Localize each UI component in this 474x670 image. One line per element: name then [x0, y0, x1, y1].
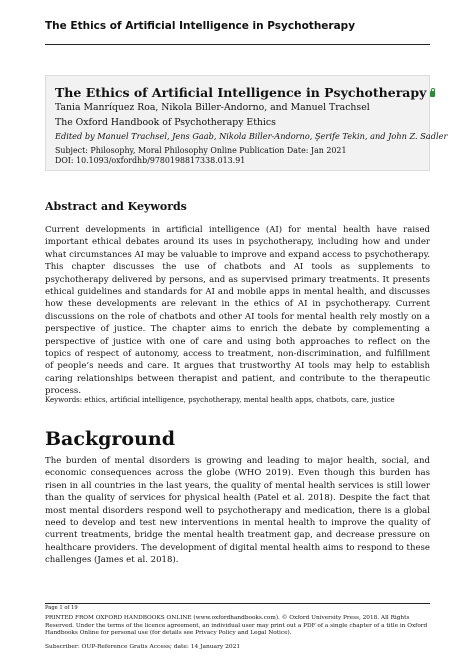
- copyright-notice: PRINTED FROM OXFORD HANDBOOKS ONLINE (www.oxfordhandbooks.com). © Oxford University Press, 2018. All Rights Reserved. Under the terms of the licence agreement, an individual user may print out a PDF of a single chapter of a title in Oxford Handbooks Online for personal use (for details see Privacy Policy and Legal Notice).: [45, 615, 428, 637]
- background-heading: Background: [45, 428, 175, 450]
- running-header: The Ethics of Artificial Intelligence in Psychotherapy: [45, 20, 356, 32]
- abstract-text: Current developments in artificial intelligence (AI) for mental health have raised important ethical debates around its uses in psychotherapy, including how and under what circumstances AI may be valuable to improve and expand access to psychotherapy. This chapter discusses the use of chatbots and AI tools as supplements to psychotherapy delivered by persons, and as supervised primary treatments. It presents ethical guidelines and standards for AI and mobile apps in mental health, and discusses how these developments are relevant in the ethics of AI in psychotherapy. Current discussions on the role of chatbots and other AI tools for mental health rely mostly on a perspective of justice. The chapter aims to enrich the debate by complementing a perspective of justice with one of care and using both approaches to reflect on the topics of respect of autonomy, access to treatment, non-discrimination, and fulfillment of people’s needs and care. It argues that trustworthy AI tools may help to establish caring relationships between therapist and patient, and contribute to the therapeutic process.: [45, 225, 430, 397]
- chapter-title-row: [55, 85, 435, 100]
- page-number: Page 1 of 19: [45, 605, 78, 611]
- subscriber-line: Subscriber: OUP-Reference Gratis Access; date: 14 January 2021: [45, 644, 241, 650]
- footer-rule: [45, 603, 430, 604]
- header-rule: [45, 44, 430, 45]
- subject-and-date: Subject: Philosophy, Moral Philosophy Online Publication Date: Jan 2021: [55, 146, 347, 155]
- book-title: The Oxford Handbook of Psychotherapy Ethics: [55, 117, 276, 128]
- chapter-metadata-box: [45, 75, 448, 171]
- chapter-title: The Ethics of Artificial Intelligence in Psychotherapy: [55, 85, 427, 100]
- background-text: The burden of mental disorders is growing and leading to major health, social, and economic consequences across the globe (WHO 2019). Even though this burden has risen in all countries in the last years, the quality of mental health services is still lower than the quality of services for physical health (Patel et al. 2018). Despite the fact that most mental disorders respond well to psychotherapy and medication, there is a global need to develop and test new interventions in mental health to improve the quality of current treatments, bridge the mental health treatment gap, and decrease pressure on healthcare providers. The development of digital mental health aims to respond to these challenges (James et al. 2018).: [45, 456, 430, 566]
- book-editors: Edited by Manuel Trachsel, Jens Gaab, Nikola Biller-Andorno, Şerife Tekin, and John Z. Sadler: [55, 131, 448, 141]
- chapter-authors: Tania Manríquez Roa, Nikola Biller-Andorno, and Manuel Trachsel: [55, 102, 370, 113]
- keywords: Keywords: ethics, artificial intelligence, psychotherapy, mental health apps, chatbots, care, justice: [45, 396, 395, 404]
- doi[interactable]: DOI: 10.1093/oxfordhb/9780198817338.013.91: [55, 156, 246, 165]
- open-access-lock-icon: [430, 91, 435, 97]
- abstract-heading: Abstract and Keywords: [45, 200, 187, 213]
